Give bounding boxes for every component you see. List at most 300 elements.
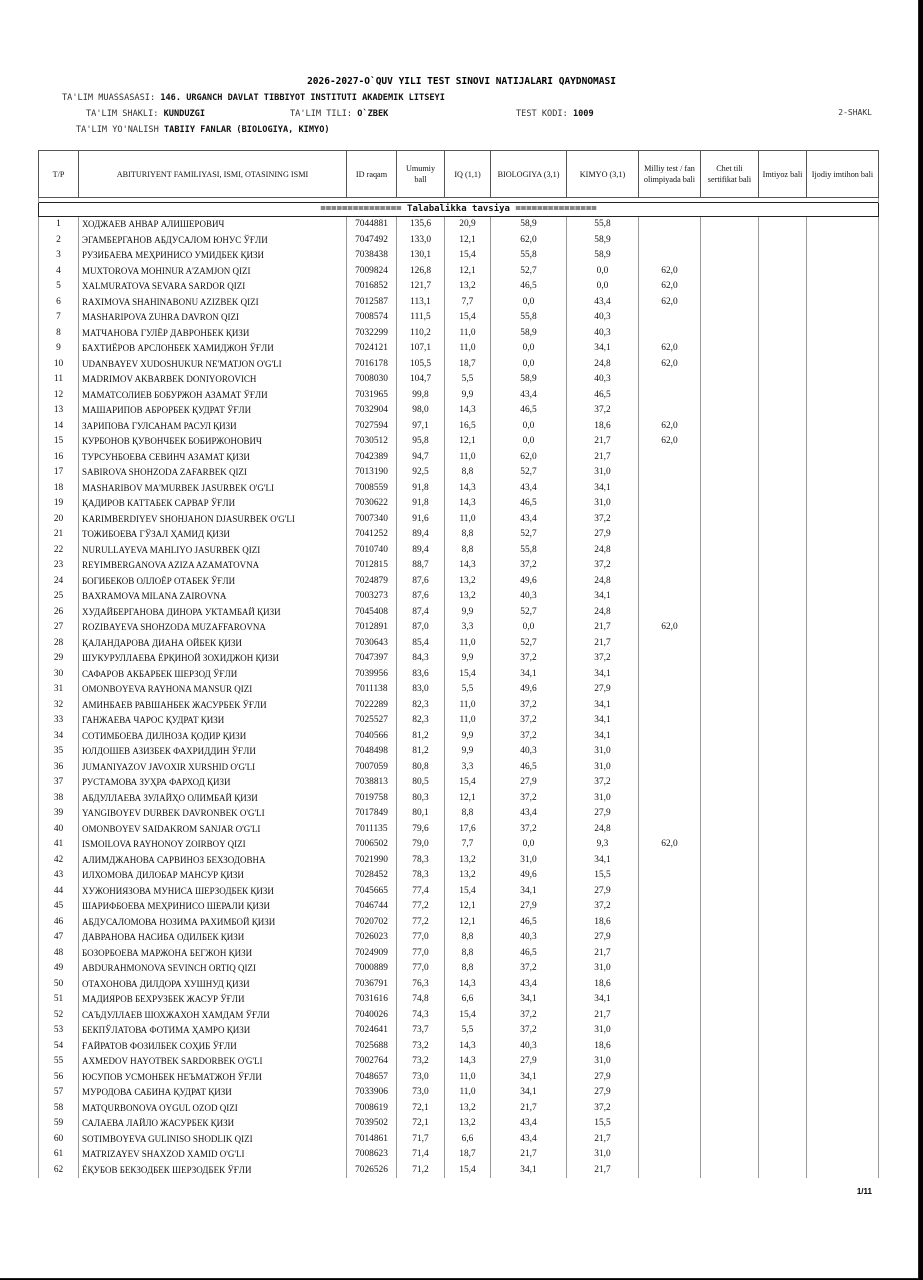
row-chemistry: 27,9 [567,527,639,543]
language-line [290,109,388,119]
row-privilege [759,372,807,388]
row-chemistry: 58,9 [567,248,639,264]
row-total: 72,1 [397,1101,445,1117]
row-creative [807,558,879,574]
row-total: 77,0 [397,930,445,946]
row-number: 9 [39,341,79,357]
row-foreign [701,450,759,466]
row-creative [807,574,879,590]
row-olympiad: 62,0 [639,434,701,450]
row-chemistry: 34,1 [567,589,639,605]
row-creative [807,589,879,605]
row-id: 7008559 [347,481,397,497]
row-olympiad: 62,0 [639,837,701,853]
row-foreign [701,341,759,357]
row-olympiad [639,760,701,776]
row-number: 58 [39,1101,79,1117]
row-foreign [701,1039,759,1055]
row-id: 7002764 [347,1054,397,1070]
row-olympiad: 62,0 [639,295,701,311]
table-row [39,558,879,574]
row-foreign [701,217,759,233]
row-biology: 52,7 [491,636,567,652]
table-row [39,760,879,776]
table-row [39,1039,879,1055]
row-foreign [701,899,759,915]
row-id: 7016852 [347,279,397,295]
row-number: 60 [39,1132,79,1148]
row-privilege [759,636,807,652]
row-chemistry: 34,1 [567,481,639,497]
header-biology: BIOLOGIYA (3,1) [491,151,567,198]
row-iq: 12,1 [445,899,491,915]
row-total: 89,4 [397,527,445,543]
row-number: 34 [39,729,79,745]
row-number: 56 [39,1070,79,1086]
row-creative [807,682,879,698]
header-creative: Ijodiy imtihon bali [807,151,879,198]
row-number: 43 [39,868,79,884]
row-creative [807,698,879,714]
row-privilege [759,295,807,311]
row-iq: 18,7 [445,1147,491,1163]
row-privilege [759,682,807,698]
row-biology: 40,3 [491,744,567,760]
row-foreign [701,326,759,342]
row-chemistry: 37,2 [567,651,639,667]
row-id: 7012891 [347,620,397,636]
table-row [39,1116,879,1132]
row-iq: 13,2 [445,1101,491,1117]
test-code-label: TEST KODI: [516,109,568,119]
row-privilege [759,1008,807,1024]
row-biology: 62,0 [491,233,567,249]
header-iq: IQ (1,1) [445,151,491,198]
row-foreign [701,605,759,621]
row-creative [807,264,879,280]
table-row [39,357,879,373]
row-biology: 46,5 [491,496,567,512]
row-biology: 52,7 [491,605,567,621]
row-name: МУРОДОВА САБИНА ҚУДРАТ ҚИЗИ [79,1085,347,1101]
row-privilege [759,1163,807,1179]
row-creative [807,512,879,528]
row-privilege [759,992,807,1008]
row-name: БОГИБЕКОВ ОЛЛОЁР ОТАБЕК ЎҒЛИ [79,574,347,590]
row-id: 7045408 [347,605,397,621]
row-name: ХУЖОНИЯЗОВА МУНИСА ШЕРЗОДБЕК ҚИЗИ [79,884,347,900]
row-total: 80,1 [397,806,445,822]
row-iq: 15,4 [445,667,491,683]
row-iq: 13,2 [445,868,491,884]
row-creative [807,791,879,807]
row-biology: 0,0 [491,295,567,311]
table-row [39,822,879,838]
row-number: 40 [39,822,79,838]
row-biology: 34,1 [491,667,567,683]
row-biology: 37,2 [491,729,567,745]
row-iq: 15,4 [445,310,491,326]
row-name: РУСТАМОВА ЗУҲРА ФАРХОД ҚИЗИ [79,775,347,791]
row-number: 1 [39,217,79,233]
row-creative [807,1023,879,1039]
row-number: 53 [39,1023,79,1039]
row-chemistry: 9,3 [567,837,639,853]
row-creative [807,775,879,791]
row-olympiad [639,977,701,993]
row-name: ИЛХОМОВА ДИЛОБАР МАНСУР ҚИЗИ [79,868,347,884]
row-creative [807,1008,879,1024]
row-privilege [759,310,807,326]
row-privilege [759,1132,807,1148]
row-id: 7021990 [347,853,397,869]
row-olympiad: 62,0 [639,419,701,435]
table-row [39,496,879,512]
row-id: 7016178 [347,357,397,373]
row-biology: 0,0 [491,837,567,853]
row-name: NURULLAYEVA MAHLIYO JASURBEK QIZI [79,543,347,559]
row-name: OMONBOYEVA RAYHONA MANSUR QIZI [79,682,347,698]
language-label: TA'LIM TILI: [290,109,353,119]
row-number: 19 [39,496,79,512]
row-privilege [759,977,807,993]
row-chemistry: 27,9 [567,884,639,900]
row-chemistry: 24,8 [567,605,639,621]
row-chemistry: 58,9 [567,233,639,249]
table-row [39,341,879,357]
row-name: UDANBAYEV XUDOSHUKUR NE'MATJON O'G'LI [79,357,347,373]
row-number: 32 [39,698,79,714]
row-foreign [701,574,759,590]
row-total: 87,0 [397,620,445,636]
row-privilege [759,698,807,714]
row-foreign [701,1163,759,1179]
row-olympiad [639,1163,701,1179]
row-foreign [701,713,759,729]
table-row [39,310,879,326]
row-iq: 15,4 [445,248,491,264]
row-number: 35 [39,744,79,760]
table-row [39,512,879,528]
row-creative [807,729,879,745]
row-biology: 46,5 [491,915,567,931]
row-number: 41 [39,837,79,853]
row-creative [807,760,879,776]
row-olympiad [639,1070,701,1086]
row-olympiad [639,651,701,667]
row-id: 7031965 [347,388,397,404]
row-olympiad [639,248,701,264]
row-chemistry: 31,0 [567,961,639,977]
row-number: 22 [39,543,79,559]
row-creative [807,837,879,853]
row-id: 7000889 [347,961,397,977]
row-olympiad [639,217,701,233]
row-total: 130,1 [397,248,445,264]
row-privilege [759,434,807,450]
row-number: 4 [39,264,79,280]
row-iq: 3,3 [445,620,491,636]
row-iq: 8,8 [445,961,491,977]
row-biology: 27,9 [491,775,567,791]
row-chemistry: 37,2 [567,899,639,915]
row-privilege [759,822,807,838]
row-foreign [701,295,759,311]
row-biology: 58,9 [491,372,567,388]
row-total: 74,3 [397,1008,445,1024]
row-creative [807,1132,879,1148]
row-total: 105,5 [397,357,445,373]
row-id: 7046744 [347,899,397,915]
row-privilege [759,651,807,667]
row-chemistry: 40,3 [567,372,639,388]
row-privilege [759,853,807,869]
row-olympiad [639,1023,701,1039]
row-biology: 34,1 [491,1070,567,1086]
row-biology: 0,0 [491,434,567,450]
row-foreign [701,930,759,946]
row-total: 87,6 [397,589,445,605]
row-chemistry: 34,1 [567,698,639,714]
row-name: АЛИМДЖАНОВА САРВИНОЗ БЕХЗОДОВНА [79,853,347,869]
row-biology: 55,8 [491,248,567,264]
row-number: 29 [39,651,79,667]
row-biology: 37,2 [491,961,567,977]
row-name: RAXIMOVA SHAHINABONU AZIZBEK QIZI [79,295,347,311]
row-privilege [759,1101,807,1117]
row-number: 13 [39,403,79,419]
row-olympiad: 62,0 [639,357,701,373]
row-number: 18 [39,481,79,497]
table-header-row [39,151,879,198]
row-name: ШУКУРУЛЛАЕВА ЁРҚИНОЙ ЗОХИДЖОН ҚИЗИ [79,651,347,667]
table-row [39,326,879,342]
row-id: 7032904 [347,403,397,419]
table-row [39,682,879,698]
row-creative [807,310,879,326]
row-foreign [701,264,759,280]
row-total: 77,0 [397,961,445,977]
row-privilege [759,620,807,636]
row-chemistry: 43,4 [567,295,639,311]
row-privilege [759,357,807,373]
row-olympiad [639,388,701,404]
results-table [38,150,879,1178]
row-foreign [701,388,759,404]
row-biology: 43,4 [491,1132,567,1148]
row-total: 84,3 [397,651,445,667]
row-foreign [701,279,759,295]
row-id: 7031616 [347,992,397,1008]
row-olympiad [639,636,701,652]
row-creative [807,326,879,342]
row-biology: 40,3 [491,930,567,946]
row-name: САЪДУЛЛАЕВ ШОХЖАХОН ХАМДАМ ЎҒЛИ [79,1008,347,1024]
table-row [39,1163,879,1179]
row-olympiad [639,233,701,249]
row-chemistry: 27,9 [567,682,639,698]
row-biology: 52,7 [491,264,567,280]
row-chemistry: 21,7 [567,620,639,636]
row-olympiad [639,1085,701,1101]
row-iq: 9,9 [445,388,491,404]
row-name: OMONBOYEV SAIDAKROM SANJAR O'G'LI [79,822,347,838]
row-foreign [701,651,759,667]
table-row [39,372,879,388]
row-creative [807,651,879,667]
row-privilege [759,574,807,590]
row-creative [807,527,879,543]
row-privilege [759,233,807,249]
row-chemistry: 40,3 [567,326,639,342]
row-total: 97,1 [397,419,445,435]
row-olympiad [639,791,701,807]
row-name: BAXRAMOVA MILANA ZAIROVNA [79,589,347,605]
row-name: ТУРСУНБОЕВА СЕВИНЧ АЗАМАТ ҚИЗИ [79,450,347,466]
row-foreign [701,1101,759,1117]
institution-value: 146. URGANCH DAVLAT TIBBIYOT INSTITUTI AKADEMIK LITSEYI [160,93,445,103]
row-foreign [701,620,759,636]
row-name: АБДУСАЛОМОВА НОЗИМА РАХИМБОЙ ҚИЗИ [79,915,347,931]
row-foreign [701,481,759,497]
row-iq: 14,3 [445,1054,491,1070]
row-biology: 37,2 [491,698,567,714]
row-number: 27 [39,620,79,636]
row-foreign [701,853,759,869]
row-name: JUMANIYAZOV JAVOXIR XURSHID O'G'LI [79,760,347,776]
row-total: 83,0 [397,682,445,698]
row-foreign [701,1085,759,1101]
direction-label: TA'LIM YO'NALISH [76,125,159,135]
row-chemistry: 34,1 [567,341,639,357]
table-row [39,977,879,993]
row-olympiad [639,326,701,342]
row-id: 7025688 [347,1039,397,1055]
row-total: 73,2 [397,1054,445,1070]
row-id: 7024909 [347,946,397,962]
row-olympiad: 62,0 [639,620,701,636]
row-foreign [701,543,759,559]
row-privilege [759,760,807,776]
row-chemistry: 0,0 [567,264,639,280]
row-foreign [701,682,759,698]
row-biology: 43,4 [491,388,567,404]
row-iq: 12,1 [445,915,491,931]
row-chemistry: 31,0 [567,1147,639,1163]
row-foreign [701,977,759,993]
row-name: AXMEDOV HAYOTBEK SARDORBEK O'G'LI [79,1054,347,1070]
row-name: САЛАЕВА ЛАЙЛО ЖАСУРБЕК ҚИЗИ [79,1116,347,1132]
row-olympiad [639,1008,701,1024]
direction-value: TABIIY FANLAR (BIOLOGIYA, KIMYO) [163,125,330,135]
row-number: 36 [39,760,79,776]
row-privilege [759,930,807,946]
row-name: MADRIMOV AKBARBEK DONIYOROVICH [79,372,347,388]
row-creative [807,713,879,729]
row-chemistry: 31,0 [567,791,639,807]
row-olympiad [639,543,701,559]
row-total: 87,4 [397,605,445,621]
row-chemistry: 34,1 [567,992,639,1008]
row-total: 88,7 [397,558,445,574]
row-privilege [759,605,807,621]
row-name: MUXTOROVA MOHINUR A'ZAMJON QIZI [79,264,347,280]
row-chemistry: 31,0 [567,1054,639,1070]
row-chemistry: 34,1 [567,713,639,729]
table-row [39,992,879,1008]
row-biology: 0,0 [491,341,567,357]
row-number: 33 [39,713,79,729]
row-creative [807,899,879,915]
table-row [39,1008,879,1024]
row-creative [807,233,879,249]
row-creative [807,1054,879,1070]
row-id: 7024641 [347,1023,397,1039]
row-name: REYIMBERGANOVA AZIZA AZAMATOVNA [79,558,347,574]
row-number: 51 [39,992,79,1008]
row-total: 104,7 [397,372,445,388]
row-name: ҒАЙРАТОВ ФОЗИЛБЕК СОҲИБ ЎҒЛИ [79,1039,347,1055]
row-chemistry: 37,2 [567,403,639,419]
table-row [39,589,879,605]
row-iq: 17,6 [445,822,491,838]
row-id: 7007340 [347,512,397,528]
row-chemistry: 21,7 [567,450,639,466]
row-name: ЁҚУБОВ БЕКЗОДБЕК ШЕРЗОДБЕК ЎҒЛИ [79,1163,347,1179]
row-olympiad [639,481,701,497]
row-chemistry: 0,0 [567,279,639,295]
row-total: 98,0 [397,403,445,419]
row-id: 7032299 [347,326,397,342]
document-title: 2026-2027-O`QUV YILI TEST SINOVI NATIJALARI QAYDNOMASI [307,76,616,87]
table-row [39,295,879,311]
row-foreign [701,1023,759,1039]
row-number: 16 [39,450,79,466]
row-biology: 43,4 [491,806,567,822]
row-name: СОТИМБОЕВА ДИЛНОЗА ҚОДИР ҚИЗИ [79,729,347,745]
row-olympiad [639,605,701,621]
row-privilege [759,1070,807,1086]
row-name: ABDURAHMONOVA SEVINCH ORTIQ QIZI [79,961,347,977]
row-iq: 15,4 [445,775,491,791]
table-row [39,279,879,295]
row-olympiad: 62,0 [639,279,701,295]
direction-line [76,125,330,135]
row-id: 7048657 [347,1070,397,1086]
row-iq: 15,4 [445,884,491,900]
row-creative [807,434,879,450]
row-privilege [759,326,807,342]
row-privilege [759,512,807,528]
row-foreign [701,1132,759,1148]
row-iq: 8,8 [445,806,491,822]
row-iq: 13,2 [445,574,491,590]
row-number: 30 [39,667,79,683]
row-biology: 31,0 [491,853,567,869]
row-number: 26 [39,605,79,621]
row-olympiad [639,744,701,760]
row-olympiad [639,853,701,869]
row-creative [807,915,879,931]
row-number: 8 [39,326,79,342]
row-chemistry: 31,0 [567,760,639,776]
row-number: 11 [39,372,79,388]
row-biology: 58,9 [491,217,567,233]
row-privilege [759,419,807,435]
row-foreign [701,1008,759,1024]
form-line [86,109,205,119]
row-total: 77,4 [397,884,445,900]
